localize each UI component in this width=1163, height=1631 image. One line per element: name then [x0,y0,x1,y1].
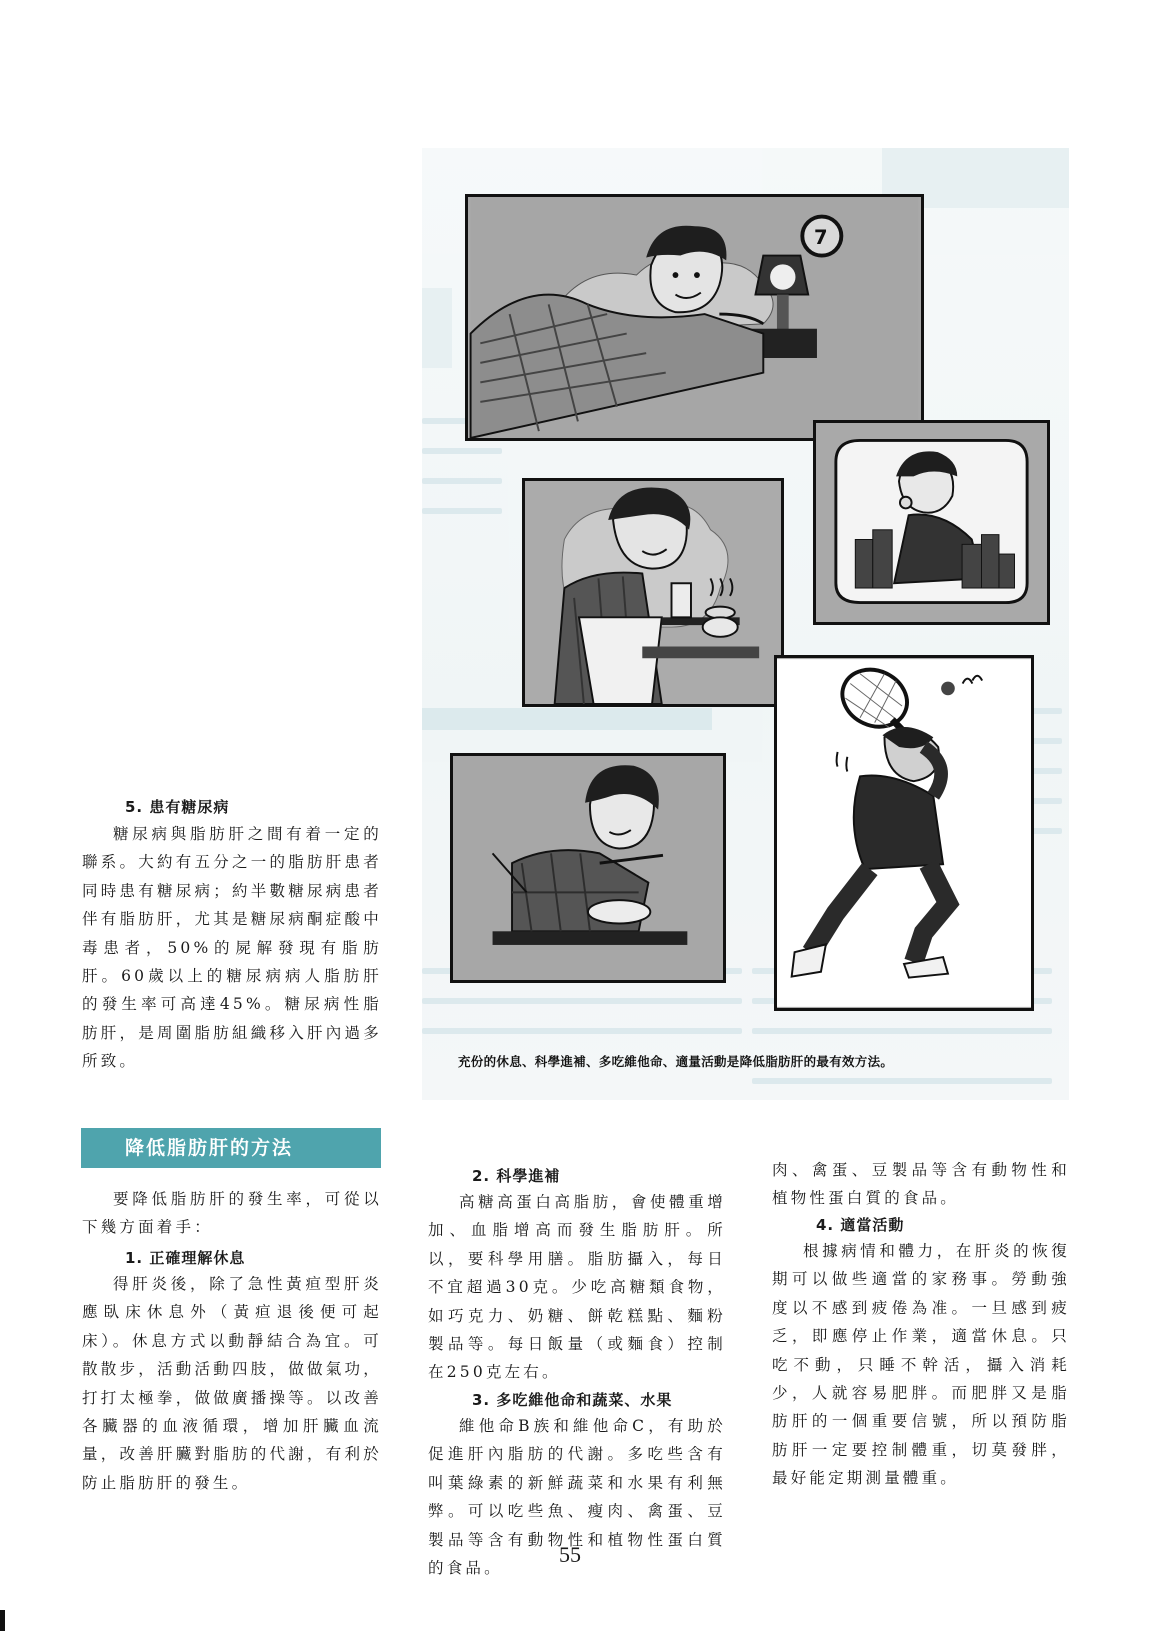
method1-title: 1. 正確理解休息 [125,1249,246,1267]
page-number: 55 [559,1542,581,1567]
method2-body: 高糖高蛋白高脂肪，會使體重增加、血脂增高而發生脂肪肝。所以，要科學用膳。脂肪攝入，每日不宜超過30克。少吃高糖類食物，如巧克力、奶糖、餅乾糕點、麵粉製品等。每日飯量（或麵食）控制在250克左右。 [428,1193,726,1382]
section-heading-bar: 降低脂肪肝的方法 [81,1128,381,1168]
illustration-bed-rest [465,194,924,441]
man-eating-icon [453,756,723,980]
illustration-eating-bowl [450,753,726,983]
method2-title: 2. 科學進補 [472,1167,561,1185]
figure-caption: 充份的休息、科學進補、多吃維他命、適量活動是降低脂肪肝的最有效方法。 [458,1054,894,1069]
man-playing-tennis-icon [777,658,1031,1008]
section5-body: 糖尿病與脂肪肝之間有着一定的聯系。大約有五分之一的脂肪肝患者同時患有糖尿病；約半數糖尿病患者伴有脂肪肝，尤其是糖尿病酮症酸中毒患者，50%的屍解發現有脂肪肝。60歲以上的糖尿病病人脂肪肝的發生率可高達45%。糖尿病性脂肪肝，是周圍脂肪組織移入肝內過多所致。 [82,825,382,1071]
method3-body-continued: 肉、禽蛋、豆製品等含有動物性和植物性蛋白質的食品。 [772,1161,1070,1208]
illustration-tennis [774,655,1034,1011]
man-drinking-icon [816,423,1047,622]
illustration-drinking-skyline [813,420,1050,625]
man-carrying-tray-icon [525,481,781,704]
illustration-food-tray [522,478,784,707]
man-in-bed-icon [468,197,921,438]
method1-body: 得肝炎後，除了急性黃疸型肝炎應臥床休息外（黃疸退後便可起床）。休息方式以動靜結合為宜。可散散步，活動活動四肢，做做氣功，打打太極拳，做做廣播操等。以改善各臟器的血液循環，增加肝臟血流量，改善肝臟對脂肪的代謝，有利於防止脂肪肝的發生。 [82,1275,382,1492]
method3-title: 3. 多吃維他命和蔬菜、水果 [472,1391,673,1409]
methods-intro: 要降低脂肪肝的發生率，可從以下幾方面着手： [82,1190,382,1237]
section5-title: 5. 患有糖尿病 [125,798,230,816]
method3-body: 維他命B族和維他命C，有助於促進肝內脂肪的代謝。多吃些含有叫葉綠素的新鮮蔬菜和水果有利無弊。可以吃些魚、瘦肉、禽蛋、豆製品等含有動物性和植物性蛋白質的食品。 [428,1417,726,1578]
svg-text:7: 7 [814,225,828,249]
scan-edge-mark [0,1610,5,1631]
method4-title: 4. 適當活動 [816,1216,905,1234]
method4-body: 根據病情和體力，在肝炎的恢復期可以做些適當的家務事。勞動強度以不感到疲倦為准。一旦感到疲乏，即應停止作業，適當休息。只吃不動，只睡不幹活，攝入消耗少，人就容易肥胖。而肥胖又是脂肪肝的一個重要信號，所以預防脂肪肝一定要控制體重，切莫發胖，最好能定期測量體重。 [772,1242,1070,1488]
